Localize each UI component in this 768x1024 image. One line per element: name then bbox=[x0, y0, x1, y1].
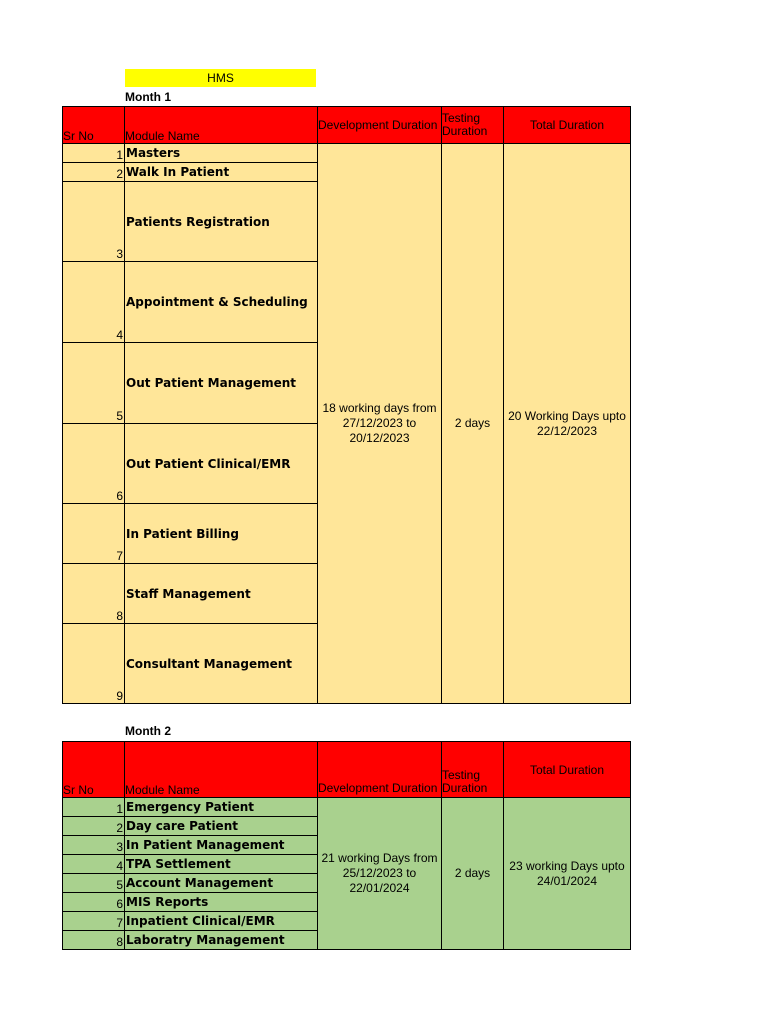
module-name-cell[interactable]: TPA Settlement bbox=[125, 855, 318, 874]
module-name-cell[interactable]: Walk In Patient bbox=[125, 163, 318, 182]
testing-duration-cell[interactable]: 2 days bbox=[442, 144, 504, 704]
sr-no-cell[interactable]: 4 bbox=[63, 855, 125, 874]
table-header-row bbox=[63, 742, 631, 798]
module-name-cell[interactable]: Staff Management bbox=[125, 564, 318, 624]
header-module-name[interactable]: Module Name bbox=[125, 742, 318, 798]
header-development-duration[interactable]: Development Duration bbox=[318, 107, 442, 144]
development-duration-cell[interactable]: 21 working Days from 25/12/2023 to 22/01/2024 bbox=[318, 798, 442, 950]
sr-no-cell[interactable]: 7 bbox=[63, 912, 125, 931]
module-name-cell[interactable]: Laboratry Management bbox=[125, 931, 318, 950]
sr-no-cell[interactable]: 8 bbox=[63, 564, 125, 624]
testing-duration-cell[interactable]: 2 days bbox=[442, 798, 504, 950]
hms-title: HMS bbox=[125, 69, 316, 87]
sr-no-cell[interactable]: 3 bbox=[63, 182, 125, 262]
module-name-cell[interactable]: Masters bbox=[125, 144, 318, 163]
sr-no-cell[interactable]: 1 bbox=[63, 798, 125, 817]
module-name-cell[interactable]: Consultant Management bbox=[125, 624, 318, 704]
sr-no-cell[interactable]: 2 bbox=[63, 817, 125, 836]
sr-no-cell[interactable]: 8 bbox=[63, 931, 125, 950]
module-name-cell[interactable]: Appointment & Scheduling bbox=[125, 262, 318, 343]
table-row bbox=[63, 144, 631, 163]
sr-no-cell[interactable]: 9 bbox=[63, 624, 125, 704]
module-name-cell[interactable]: Emergency Patient bbox=[125, 798, 318, 817]
module-name-cell[interactable]: In Patient Management bbox=[125, 836, 318, 855]
module-name-cell[interactable]: Out Patient Clinical/EMR bbox=[125, 424, 318, 504]
total-duration-cell[interactable]: 23 working Days upto 24/01/2024 bbox=[504, 798, 631, 950]
module-name-cell[interactable]: MIS Reports bbox=[125, 893, 318, 912]
module-name-cell[interactable]: Account Management bbox=[125, 874, 318, 893]
header-total-duration[interactable]: Total Duration bbox=[504, 742, 631, 798]
sr-no-cell[interactable]: 4 bbox=[63, 262, 125, 343]
sr-no-cell[interactable]: 2 bbox=[63, 163, 125, 182]
header-sr-no[interactable]: Sr No bbox=[63, 742, 125, 798]
module-name-cell[interactable]: Patients Registration bbox=[125, 182, 318, 262]
module-name-cell[interactable]: Out Patient Management bbox=[125, 343, 318, 424]
sr-no-cell[interactable]: 5 bbox=[63, 343, 125, 424]
sr-no-cell[interactable]: 7 bbox=[63, 504, 125, 564]
header-total-duration[interactable]: Total Duration bbox=[504, 107, 631, 144]
table-header-row bbox=[63, 107, 631, 144]
month-1-label: Month 1 bbox=[125, 90, 171, 104]
header-sr-no[interactable]: Sr No bbox=[63, 107, 125, 144]
total-duration-cell[interactable]: 20 Working Days upto 22/12/2023 bbox=[504, 144, 631, 704]
sr-no-cell[interactable]: 1 bbox=[63, 144, 125, 163]
month-2-table bbox=[62, 741, 631, 950]
header-module-name[interactable]: Module Name bbox=[125, 107, 318, 144]
sr-no-cell[interactable]: 3 bbox=[63, 836, 125, 855]
module-name-cell[interactable]: In Patient Billing bbox=[125, 504, 318, 564]
month-1-table bbox=[62, 106, 631, 704]
sr-no-cell[interactable]: 6 bbox=[63, 893, 125, 912]
module-name-cell[interactable]: Inpatient Clinical/EMR bbox=[125, 912, 318, 931]
sr-no-cell[interactable]: 5 bbox=[63, 874, 125, 893]
table-row bbox=[63, 798, 631, 817]
month-2-label: Month 2 bbox=[125, 724, 171, 738]
header-development-duration[interactable]: Development Duration bbox=[318, 742, 442, 798]
sr-no-cell[interactable]: 6 bbox=[63, 424, 125, 504]
header-testing-duration[interactable]: Testing Duration bbox=[442, 742, 504, 798]
header-testing-duration[interactable]: Testing Duration bbox=[442, 107, 504, 144]
module-name-cell[interactable]: Day care Patient bbox=[125, 817, 318, 836]
development-duration-cell[interactable]: 18 working days from 27/12/2023 to 20/12/2023 bbox=[318, 144, 442, 704]
